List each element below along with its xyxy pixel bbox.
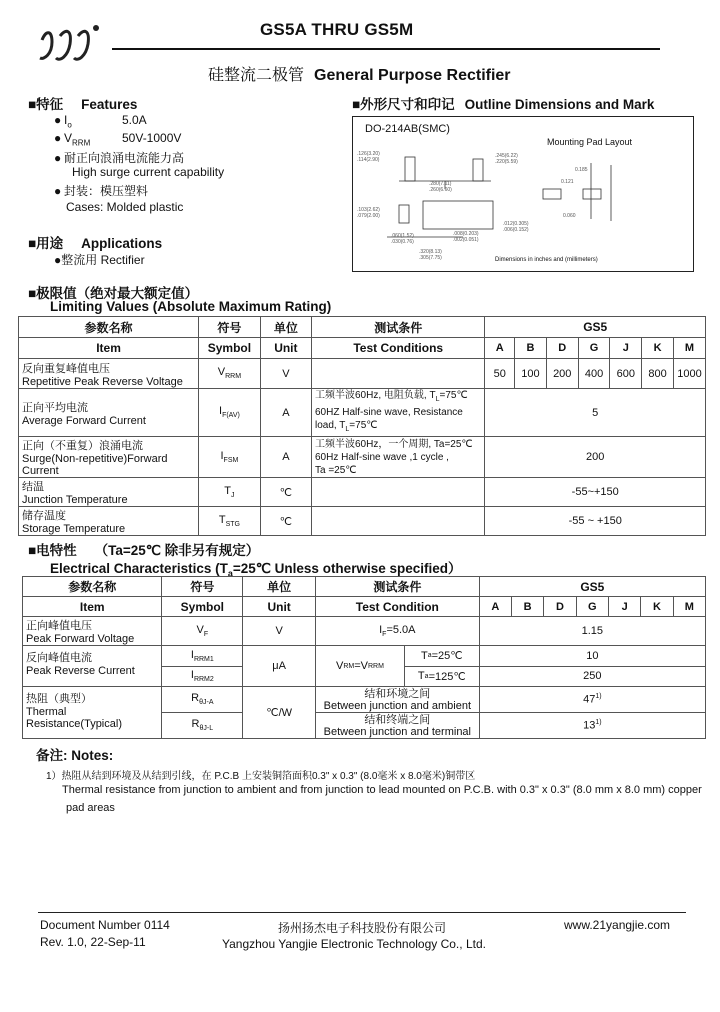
col-cond-en: Test Conditions bbox=[312, 338, 485, 359]
symbol: R bbox=[191, 718, 200, 731]
condition bbox=[312, 359, 485, 389]
item-zh: 储存温度 bbox=[22, 510, 66, 522]
title-rule bbox=[112, 48, 660, 50]
value: -55 ~ +150 bbox=[485, 507, 706, 536]
grade-header: B bbox=[511, 597, 543, 617]
col-symbol-en: Symbol bbox=[199, 338, 261, 359]
condition: 结和终端之间 Between junction and terminal bbox=[315, 713, 479, 739]
item-zh: 结温 bbox=[22, 481, 44, 493]
item-en: Repetitive Peak Reverse Voltage bbox=[22, 375, 183, 388]
symbol-sub: F(AV) bbox=[222, 412, 240, 420]
outline-heading: ■外形尺寸和印记 Outline Dimensions and Mark bbox=[352, 97, 655, 112]
note-zh: 1）热阻从结到环境及从结到引线，在 P.C.B 上安装铜箔面积0.3" x 0.3" (8.0毫米 x 8.0毫米)铜带区 bbox=[46, 771, 476, 782]
condition: 结和环境之间 Between junction and ambient bbox=[315, 687, 479, 713]
item-en: Junction Temperature bbox=[22, 494, 128, 506]
grade-header: B bbox=[515, 338, 547, 359]
col-symbol-zh: 符号 bbox=[162, 577, 243, 597]
pad-layout-label: Mounting Pad Layout bbox=[547, 137, 633, 147]
dim-label: .220(5.59) bbox=[495, 159, 518, 165]
symbol: I bbox=[190, 648, 194, 661]
table-row bbox=[23, 687, 706, 713]
symbol-sub: FSM bbox=[223, 457, 239, 465]
condition: V RM =V RRM T a =25℃ T a =125℃ bbox=[315, 646, 479, 687]
symbol-sub: F bbox=[203, 631, 209, 639]
value: -55~+150 bbox=[485, 478, 706, 507]
col-symbol-en: Symbol bbox=[162, 597, 243, 617]
dim-label: .006(0.152) bbox=[503, 227, 529, 233]
condition: $I_F=5.0A$ bbox=[315, 617, 479, 646]
electrical-table bbox=[22, 576, 706, 739]
feature-vrrm: ● $V_{RRM}$ 50V-1000V bbox=[54, 131, 182, 148]
item-zh: 反向重复峰值电压 bbox=[22, 362, 110, 375]
grade-header: J bbox=[608, 597, 640, 617]
value: 1000 bbox=[673, 359, 705, 389]
symbol-sub: J bbox=[231, 492, 235, 500]
col-group: GS5 bbox=[479, 577, 705, 597]
col-item-zh: 参数名称 bbox=[23, 577, 162, 597]
condition: 工频半波60Hz，一个周期, Ta=25℃ 60Hz Half-sine wave ,1 cycle , Ta =25℃ bbox=[312, 437, 485, 478]
dim-label: .002(0.051) bbox=[453, 237, 479, 243]
item-en: Thermal bbox=[26, 706, 67, 718]
value: 5 bbox=[485, 389, 706, 437]
dim-label: .126(3.20) bbox=[357, 151, 380, 157]
item-en: Peak Reverse Current bbox=[26, 665, 135, 677]
value: 1.15 bbox=[479, 617, 705, 646]
symbol: R bbox=[191, 692, 200, 705]
symbol-sub: RRM2 bbox=[193, 676, 214, 684]
item-en: Current bbox=[22, 465, 59, 477]
unit: ℃ bbox=[260, 478, 311, 507]
unit: A bbox=[260, 389, 311, 437]
col-cond-en: Test Condition bbox=[315, 597, 479, 617]
footer-rule bbox=[38, 912, 686, 913]
item-zh: 正向（不重复）浪涌电流 bbox=[22, 440, 143, 452]
unit: V bbox=[260, 359, 311, 389]
table-row bbox=[19, 437, 706, 478]
col-cond-zh: 测试条件 bbox=[315, 577, 479, 597]
symbol: T bbox=[224, 484, 232, 497]
unit: V bbox=[243, 617, 316, 646]
item-en: Storage Temperature bbox=[22, 523, 126, 535]
symbol: V bbox=[196, 623, 204, 636]
value: 600 bbox=[610, 359, 642, 389]
col-unit-zh: 单位 bbox=[243, 577, 316, 597]
grade-header: A bbox=[485, 338, 515, 359]
company-zh: 扬州扬杰电子科技股份有限公司 bbox=[278, 921, 447, 935]
dim-label: .079(2.00) bbox=[357, 213, 380, 219]
col-unit-en: Unit bbox=[260, 338, 311, 359]
dim-label: 0.060 bbox=[563, 213, 576, 219]
value: 200 bbox=[485, 437, 706, 478]
item-zh: 反向峰值电流 bbox=[26, 652, 92, 664]
value: 10 bbox=[479, 646, 705, 667]
col-item-en: Item bbox=[19, 338, 199, 359]
revision: Rev. 1.0, 22-Sep-11 bbox=[40, 935, 146, 949]
dim-label: .103(2.62) bbox=[357, 207, 380, 213]
dim-label: .008(0.203) bbox=[453, 231, 479, 237]
table-row bbox=[19, 389, 706, 437]
dim-label: .030(0.76) bbox=[391, 239, 414, 245]
table-row bbox=[19, 507, 706, 536]
feature-io: ● $I_o$ 5.0A bbox=[54, 113, 147, 130]
grade-header: K bbox=[642, 338, 674, 359]
document-subtitle: 硅整流二极管 General Purpose Rectifier bbox=[208, 67, 511, 84]
symbol: I bbox=[219, 405, 223, 418]
symbol: I bbox=[190, 669, 194, 682]
grade-header: G bbox=[578, 338, 610, 359]
dimension-note: Dimensions in inches and (millimeters) bbox=[495, 257, 598, 263]
dim-label: .245(6.22) bbox=[495, 153, 518, 159]
symbol-sub: RRM bbox=[225, 373, 242, 381]
dim-label: .280(7.11) bbox=[429, 181, 452, 187]
website-link[interactable]: www.21yangjie.com bbox=[564, 918, 671, 932]
symbol-sub: θJ-A bbox=[199, 699, 214, 707]
notes-heading: 备注: Notes: bbox=[36, 748, 114, 763]
applications-heading: ■用途 Applications bbox=[28, 236, 163, 251]
col-unit-en: Unit bbox=[243, 597, 316, 617]
feature-case-zh: ● 封装：模压塑料 bbox=[54, 184, 149, 198]
dim-label: .320(8.13) bbox=[419, 249, 442, 255]
package-outline-svg bbox=[353, 117, 693, 271]
company-en: Yangzhou Yangjie Electronic Technology Co., Ltd. bbox=[222, 937, 486, 951]
col-item-en: Item bbox=[23, 597, 162, 617]
table-row bbox=[23, 617, 706, 646]
limiting-heading-en: Limiting Values (Absolute Maximum Rating) bbox=[50, 299, 332, 314]
item-zh: 正向峰值电压 bbox=[26, 620, 92, 632]
dim-label: .060(1.52) bbox=[391, 233, 414, 239]
document-title: GS5A THRU GS5M bbox=[260, 20, 414, 39]
note-en-line1: Thermal resistance from junction to ambient and from junction to lead mounted on P.C.B. with 0.3" x 0.3" (8.0 mm x 8.0 mm) copper bbox=[62, 784, 702, 796]
grade-header: M bbox=[673, 597, 705, 617]
table-row bbox=[19, 478, 706, 507]
value: 50 bbox=[485, 359, 515, 389]
unit: ℃ bbox=[260, 507, 311, 536]
symbol-sub: RRM1 bbox=[193, 655, 214, 663]
package-name: DO-214AB(SMC) bbox=[365, 123, 450, 135]
dim-label: 0.185 bbox=[575, 167, 588, 173]
doc-number: Document Number 0114 bbox=[40, 918, 170, 932]
condition: 工频半波60Hz, 电阻负载, $T_L=75℃$ 60HZ Half-sine wave, Resistance load, $T_L=75℃$ bbox=[312, 389, 485, 437]
features-heading: ■特征 Features bbox=[28, 97, 138, 112]
grade-header: A bbox=[479, 597, 511, 617]
dim-label: 0.121 bbox=[561, 179, 574, 185]
item-en: Peak Forward Voltage bbox=[26, 633, 135, 645]
value: 250 bbox=[479, 666, 705, 687]
limiting-heading-zh: ■极限值（绝对最大额定值） bbox=[28, 286, 199, 301]
note-en-line2: pad areas bbox=[66, 802, 115, 814]
dim-label: .012(0.305) bbox=[503, 221, 529, 227]
symbol: T bbox=[218, 513, 226, 526]
value: 100 bbox=[515, 359, 547, 389]
value: 400 bbox=[578, 359, 610, 389]
electrical-heading-en: Electrical Characteristics ($T_a=25℃$ Unless otherwise specified） bbox=[50, 561, 462, 579]
unit: μA bbox=[243, 646, 316, 687]
unit: ℃/W bbox=[243, 687, 316, 739]
limiting-table bbox=[18, 316, 706, 536]
symbol-sub: θJ-L bbox=[199, 725, 214, 733]
dim-label: .114(2.90) bbox=[357, 157, 380, 163]
col-unit-zh: 单位 bbox=[260, 317, 311, 338]
outline-drawing bbox=[352, 116, 694, 272]
feature-surge-en: High surge current capability bbox=[72, 165, 225, 179]
company-logo bbox=[38, 22, 102, 64]
grade-header: D bbox=[546, 338, 578, 359]
table-row bbox=[19, 359, 706, 389]
value: 200 bbox=[546, 359, 578, 389]
col-symbol-zh: 符号 bbox=[199, 317, 261, 338]
item-zh: 热阻（典型） bbox=[26, 693, 92, 705]
col-item-zh: 参数名称 bbox=[19, 317, 199, 338]
symbol: V bbox=[217, 366, 226, 379]
grade-header: J bbox=[610, 338, 642, 359]
dim-label: .305(7.75) bbox=[419, 255, 442, 261]
grade-header: D bbox=[544, 597, 576, 617]
grade-header: M bbox=[673, 338, 705, 359]
col-group: GS5 bbox=[485, 317, 706, 338]
symbol-sub: STG bbox=[225, 521, 240, 529]
dim-label: .260(6.60) bbox=[429, 187, 452, 193]
value: 13$^{1)}$ bbox=[479, 713, 705, 739]
value: 800 bbox=[642, 359, 674, 389]
value: 47$^{1)}$ bbox=[479, 687, 705, 713]
table-row bbox=[23, 646, 706, 667]
item-en: Resistance(Typical) bbox=[26, 718, 122, 730]
grade-header: K bbox=[641, 597, 673, 617]
grade-header: G bbox=[576, 597, 608, 617]
col-cond-zh: 测试条件 bbox=[312, 317, 485, 338]
electrical-heading-zh: ■电特性 （Ta=25℃ 除非另有规定） bbox=[28, 543, 260, 558]
feature-surge-zh: ● 耐正向浪涌电流能力高 bbox=[54, 151, 185, 165]
symbol: I bbox=[220, 449, 224, 462]
item-en: Surge(Non-repetitive)Forward bbox=[22, 453, 168, 465]
unit: A bbox=[260, 437, 311, 478]
item-en: Average Forward Current bbox=[22, 414, 146, 427]
feature-case-en: Cases: Molded plastic bbox=[66, 200, 184, 214]
item-zh: 正向平均电流 bbox=[22, 401, 88, 414]
application-item: ●整流用 Rectifier bbox=[54, 253, 145, 267]
